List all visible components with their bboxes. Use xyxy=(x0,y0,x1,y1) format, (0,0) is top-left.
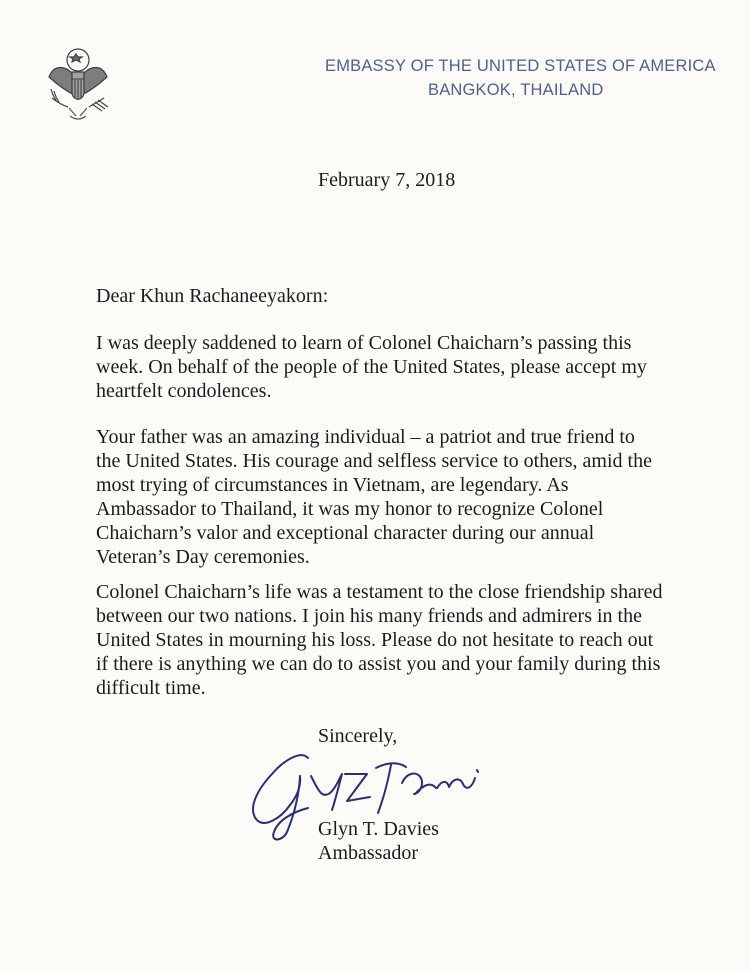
letter-date: February 7, 2018 xyxy=(318,169,456,191)
letterhead-location: BANGKOK, THAILAND xyxy=(428,81,604,99)
body-line: most trying of circumstances in Vietnam, are legendary. As xyxy=(96,474,569,496)
body-line: Veteran’s Day ceremonies. xyxy=(96,546,310,568)
body-line: heartfelt condolences. xyxy=(96,380,272,402)
body-line: I was deeply saddened to learn of Colonel Chaicharn’s passing this xyxy=(96,332,632,354)
letterhead-embassy-name: EMBASSY OF THE UNITED STATES OF AMERICA xyxy=(325,57,716,75)
body-line: Colonel Chaicharn’s life was a testament to the close friendship shared xyxy=(96,581,663,603)
body-line: week. On behalf of the people of the United States, please accept my xyxy=(96,356,647,378)
body-line: Your father was an amazing individual – a patriot and true friend to xyxy=(96,426,635,448)
great-seal-icon xyxy=(34,42,122,128)
body-line: if there is anything we can do to assist you and your family during this xyxy=(96,653,661,675)
signer-title: Ambassador xyxy=(318,842,418,864)
body-line: United States in mourning his loss. Please do not hesitate to reach out xyxy=(96,629,654,651)
body-paragraph-3 xyxy=(96,580,686,700)
body-line: Chaicharn’s valor and exceptional character during our annual xyxy=(96,522,595,544)
closing: Sincerely, xyxy=(318,725,398,747)
body-paragraph-2 xyxy=(96,425,686,569)
body-line: the United States. His courage and selfless service to others, amid the xyxy=(96,450,652,472)
body-line: between our two nations. I join his many friends and admirers in the xyxy=(96,605,642,627)
body-line: Ambassador to Thailand, it was my honor to recognize Colonel xyxy=(96,498,604,520)
body-line: difficult time. xyxy=(96,677,206,699)
salutation: Dear Khun Rachaneeyakorn: xyxy=(96,285,329,307)
body-paragraph-1 xyxy=(96,331,686,403)
signer-name: Glyn T. Davies xyxy=(318,818,439,840)
